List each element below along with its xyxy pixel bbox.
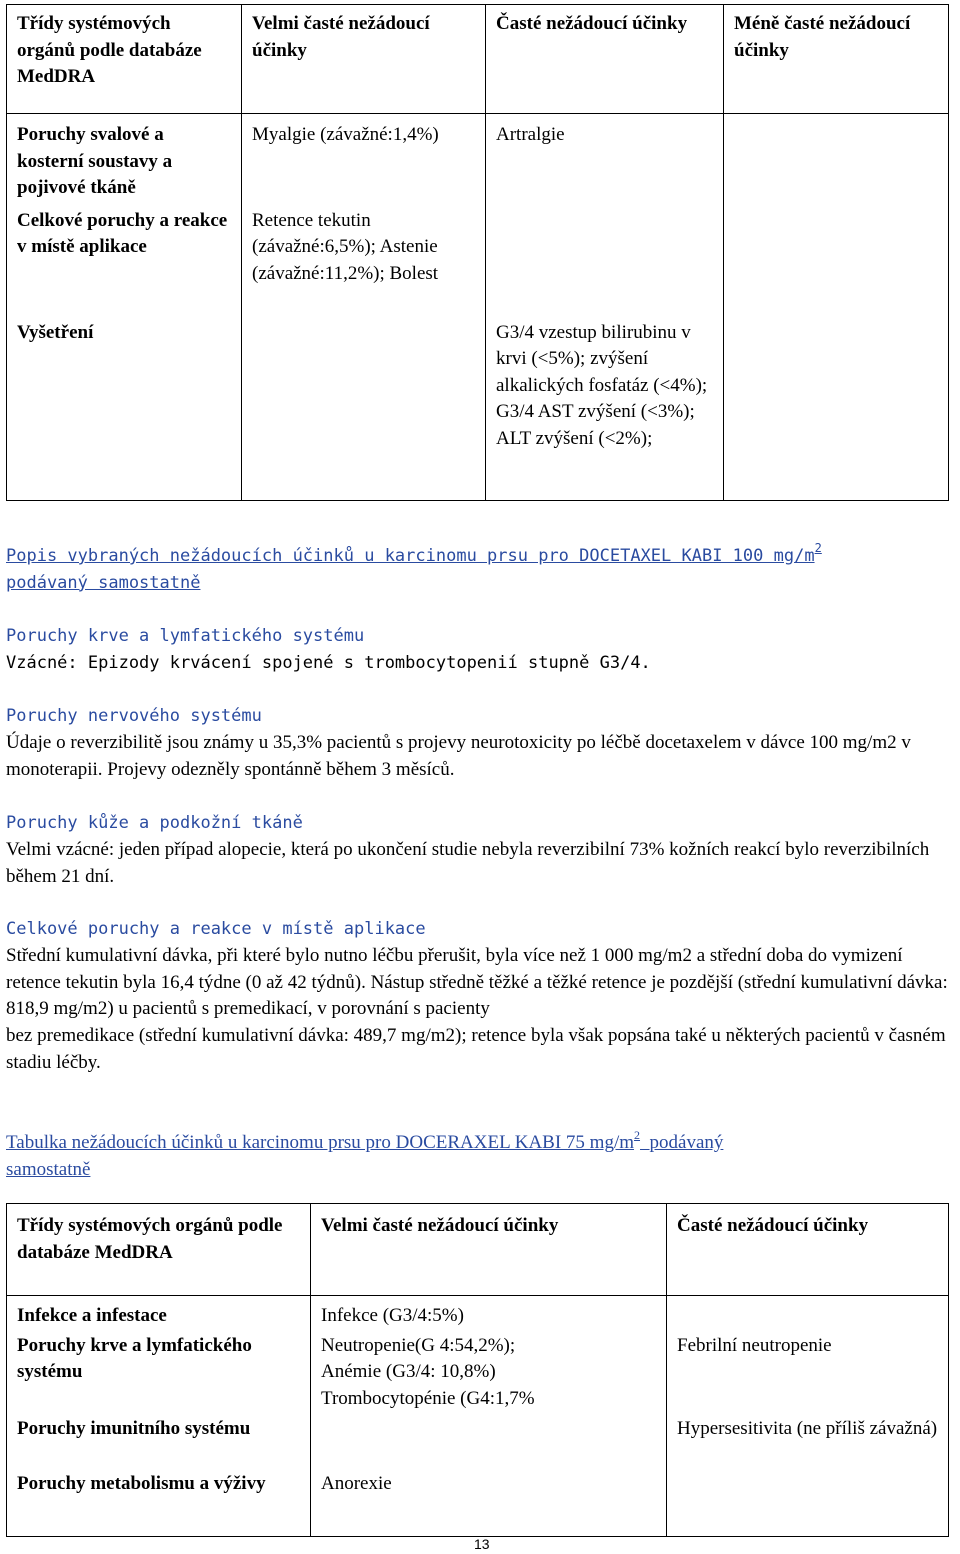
section-heading: Poruchy kůže a podkožní tkáně [6,813,303,833]
common-cell [667,1296,949,1331]
header-common: Časté nežádoucí účinky [667,1204,949,1296]
very-common-cell [311,1331,667,1414]
section-body: Střední kumulativní dávka, při které bylo nutno léčbu přerušit, byla více než 1 000 mg/m2 a střední doba do vymizení retence tekutin byla 16,4 týdne (0 až 42 týdnů). Nástup středně těžké a těžké retence je pozdější (střední kumulativní dávka: 818,9 mg/m2) u pacientů s premedikací, v porovnání s pacienty [6,944,948,1020]
system-class-cell: Infekce a infestace [7,1296,311,1331]
very-common-cell: Retence tekutin (závažné:6,5%); Astenie (závažné:11,2%); Bolest [242,204,486,316]
common-cell: Artralgie [486,114,724,204]
section-heading: Celkové poruchy a reakce v místě aplikace [6,919,426,939]
system-class-cell: Poruchy metabolismu a výživy [7,1469,311,1537]
section-blood [6,623,954,677]
table-row [7,1469,949,1537]
table2-superscript: 2 [634,1128,641,1142]
uncommon-cell [724,204,949,316]
header-very-common: Velmi časté nežádoucí účinky [242,5,486,114]
very-common-item: Anémie (G3/4: 10,8%) [321,1361,496,1382]
common-cell [486,204,724,316]
adverse-effects-table-100mg [6,4,949,501]
table2-title: Tabulka nežádoucích účinků u karcinomu prsu pro DOCERAXEL KABI 75 mg/m [6,1132,635,1153]
very-common-cell [311,1414,667,1469]
popis-title-line2: podávaný samostatně [6,572,201,593]
table-header-row [7,1204,949,1296]
section-general [6,916,954,1077]
table2-heading [6,1130,954,1184]
table-row [7,1331,949,1414]
common-cell: Febrilní neutropenie [667,1331,949,1414]
system-class-cell: Vyšetření [7,316,242,501]
very-common-cell [242,316,486,501]
common-cell: Hypersesitivita (ne příliš závažná) [667,1414,949,1469]
header-system-class: Třídy systémových orgánů podle databáze MedDRA [7,1204,311,1296]
system-class-cell: Poruchy imunitního systému [7,1414,311,1469]
very-common-cell [311,1296,667,1331]
section-body: Vzácné: Epizody krvácení spojené s trombocytopenií stupně G3/4. [6,652,651,673]
system-class-cell: Celkové poruchy a reakce v místě aplikace [7,204,242,316]
table-row [7,204,949,316]
section-body-continued: bez premedikace (střední kumulativní dávka: 489,7 mg/m2); retence byla však popsána také u některých pacientů v časném stadiu léčby. [6,1025,946,1073]
section-body: Údaje o reverzibilitě jsou známy u 35,3% pacientů s projevy neurotoxicity po léčbě docetaxelem v dávce 100 mg/m2 v monoterapii. Projevy odezněly spontánně během 3 měsíců. [6,731,911,780]
very-common-item: Anorexie [321,1472,392,1494]
popis-title: Popis vybraných nežádoucích účinků u karcinomu prsu pro DOCETAXEL KABI 100 mg/m [6,546,815,566]
very-common-item: Infekce (G3/4:5%) [321,1305,464,1326]
header-very-common: Velmi časté nežádoucí účinky [311,1204,667,1296]
page-number: 13 [474,1536,490,1552]
header-system-class: Třídy systémových orgánů podle databáze MedDRA [7,5,242,114]
section-skin [6,810,954,890]
very-common-cell: Myalgie (závažné:1,4%) [242,114,486,204]
table-row [7,1414,949,1469]
very-common-item: Neutropenie(G 4:54,2%); [321,1334,516,1356]
uncommon-cell [724,316,949,501]
section-heading: Poruchy nervového systému [6,706,262,726]
system-class-cell: Poruchy svalové a kosterní soustavy a pojivové tkáně [7,114,242,204]
uncommon-cell [724,114,949,204]
very-common-item: Trombocytopénie (G4:1,7% [321,1387,535,1409]
table-row [7,316,949,501]
table-row [7,1296,949,1331]
section-heading: Poruchy krve a lymfatického systému [6,626,365,646]
system-class-cell: Poruchy krve a lymfatického systému [7,1331,311,1414]
header-uncommon: Méně časté nežádoucí účinky [724,5,949,114]
common-cell [667,1469,949,1537]
section-body: Velmi vzácné: jeden případ alopecie, která po ukončení studie nebyla reverzibilní 73% kožních reakcí bylo reverzibilních během 21 dní. [6,838,930,887]
table-header-row [7,5,949,114]
very-common-cell [311,1469,667,1537]
table-row [7,114,949,204]
popis-superscript: 2 [814,541,822,555]
section-nervous [6,703,954,783]
popis-heading [6,543,954,597]
header-common: Časté nežádoucí účinky [486,5,724,114]
common-cell: G3/4 vzestup bilirubinu v krvi (<5%); zvýšení alkalických fosfatáz (<4%); G3/4 AST zvýšení (<3%); ALT zvýšení (<2%); [486,316,724,501]
adverse-effects-table-75mg [6,1203,949,1537]
table2-title-line2: samostatně [6,1158,91,1180]
table2-title-tail: podávaný [649,1132,724,1153]
